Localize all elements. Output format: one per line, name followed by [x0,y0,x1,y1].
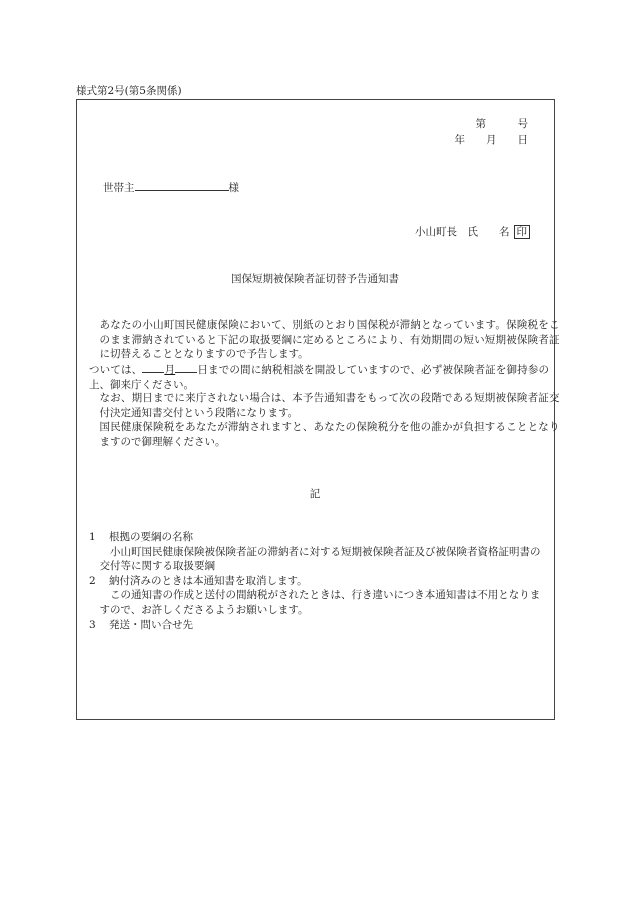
addressee-name-blank [135,180,229,191]
issue-date-line: 年 月 日 [454,134,528,146]
paragraph-understanding: 国民健康保険税をあなたが滞納されますと、あなたの保険税分を他の誰かが負担することとなりますので御理解ください。 [99,421,560,448]
paragraph-consultation [89,362,549,392]
paragraph-next-stage: なお、期日までに来庁されない場合は、本予告通知書をもって次の段階である短期被保険者証交付決定通知書交付という段階になります。 [99,392,560,419]
item-body: 小山町国民健康保険被保険者証の滞納者に対する短期被保険者証及び被保険者資格証明書の交付等に関する取扱要綱 [99,545,541,573]
form-number-label: 様式第2号(第5条関係) [76,85,182,97]
seal-mark: 印 [514,225,531,239]
addressee-prefix: 世帯主 [103,182,135,194]
document-title: 国保短期被保険者証切替予告通知書 [231,273,399,285]
item-heading: 根拠の要綱の名称 [109,531,193,543]
consultation-text-a: ついては、 [89,364,143,376]
list-item [89,530,549,574]
ki-heading: 記 [309,488,321,500]
document-number-line: 第 号 [475,118,528,130]
item-number: 2 [89,574,96,587]
list-item [89,574,549,618]
item-number: 1 [89,531,96,543]
list-item [89,618,549,633]
notes-list [89,530,549,632]
month-label: 月 [164,364,176,376]
item-body: この通知書の作成と送付の間納税がされたときは、行き違いにつき本通知書は不用となりますので、お許しくださるようお願いします。 [99,589,541,616]
item-heading: 納付済みのときは本通知書を取消します。 [109,574,308,587]
mayor-name-text: 小山町長 氏 名 [415,226,510,238]
mayor-signature-line [415,225,530,239]
item-heading: 発送・問い合せ先 [109,618,193,631]
day-blank [175,362,197,373]
paragraph-delinquency-notice: あなたの小山町国民健康保険において、別紙のとおり国保税が滞納となっています。保険税をこのまま滞納されていると下記の取扱要綱に定めるところにより、有効期間の短い短期被保険者証に切替えることとなりますので予告します。 [99,319,560,361]
item-number: 3 [89,618,96,631]
consultation-text-b: 日までの間に納税相談を開設していますので、必ず被保険者証を御持参の上、御来庁ください。 [89,364,550,391]
addressee-line [103,180,239,195]
addressee-suffix: 様 [228,182,239,194]
month-blank [142,362,164,373]
